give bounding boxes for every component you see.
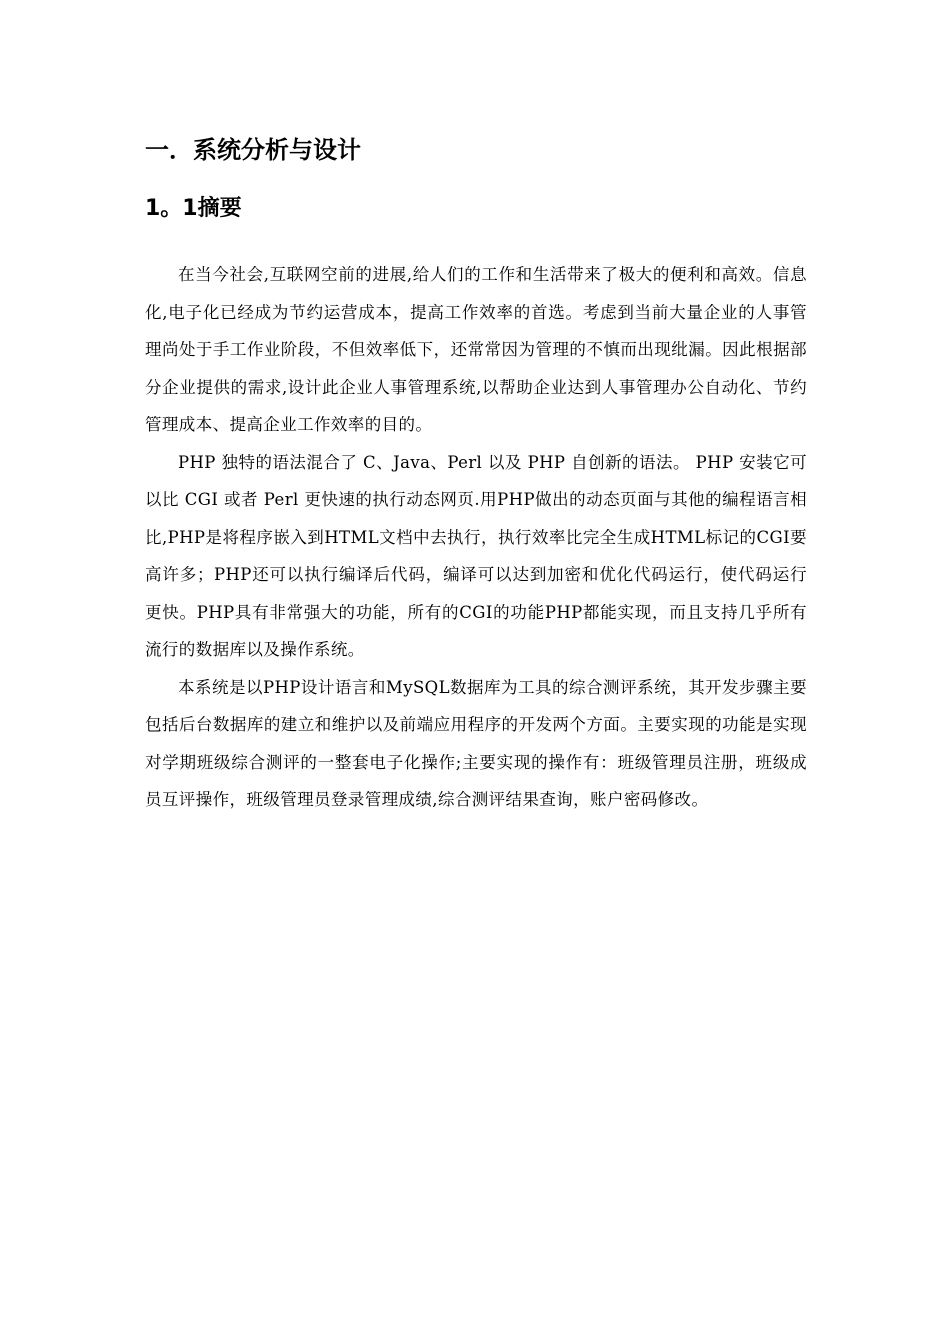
paragraph-intro: 在当今社会,互联网空前的进展,给人们的工作和生活带来了极大的便利和高效。信息化,电子化已经成为节约运营成本，提高工作效率的首选。考虑到当前大量企业的人事管理尚处于手工作业阶段，不但效率低下，还常常因为管理的不慎而出现纰漏。因此根据部分企业提供的需求,设计此企业人事管理系统,以帮助企业达到人事管理办公自动化、节约管理成本、提高企业工作效率的目的。: [145, 265, 807, 434]
paragraph-php: PHP 独特的语法混合了 C、Java、Perl 以及 PHP 自创新的语法。 PHP 安装它可以比 CGI 或者 Perl 更快速的执行动态网页.用PHP做出的动态页面与其他的编程语言相比,PHP是将程序嵌入到HTML文档中去执行，执行效率比完全生成HTML标记的CGI要高许多；PHP还可以执行编译后代码，编译可以达到加密和优化代码运行，使代码运行更快。PHP具有非常强大的功能，所有的CGI的功能PHP都能实现，而且支持几乎所有流行的数据库以及操作系统。: [145, 452, 807, 659]
chapter-title: 一．系统分析与设计: [145, 136, 361, 164]
section-title: 1。1摘要: [145, 196, 242, 221]
page-content: [145, 132, 807, 819]
paragraph-system: 本系统是以PHP设计语言和MySQL数据库为工具的综合测评系统，其开发步骤主要包括后台数据库的建立和维护以及前端应用程序的开发两个方面。主要实现的功能是实现对学期班级综合测评的一整套电子化操作;主要实现的操作有：班级管理员注册，班级成员互评操作，班级管理员登录管理成绩,综合测评结果查询，账户密码修改。: [145, 677, 807, 809]
section-body: [145, 256, 807, 819]
